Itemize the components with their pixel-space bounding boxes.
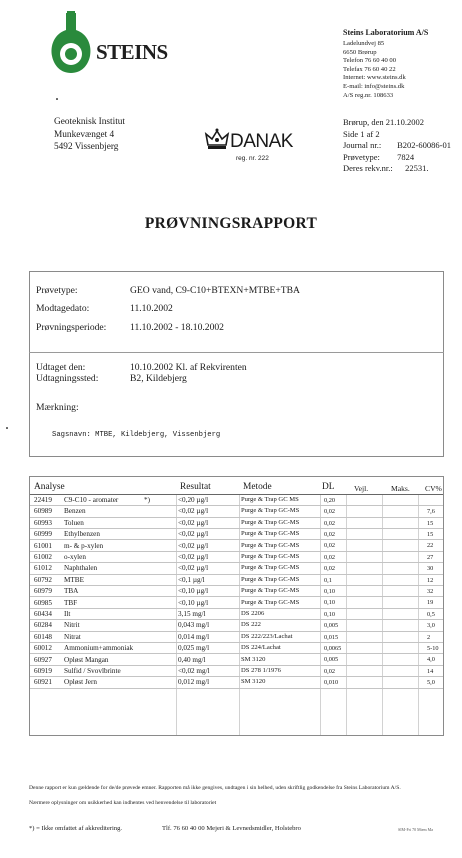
row-result: <0,10 µg/l	[178, 587, 209, 596]
row-analysis-name: Benzen	[64, 507, 86, 516]
row-sample-number: 60979	[34, 587, 52, 596]
col-header-analyse: Analyse	[34, 482, 65, 492]
meta-date: Brørup, den 21.10.2002	[343, 117, 424, 127]
row-cv: 15	[427, 530, 434, 538]
row-method: SM 3120	[241, 678, 266, 686]
info-divider	[29, 352, 444, 353]
row-method: Purge & Trap GC-MS	[241, 598, 300, 606]
modtaget-value: 11.10.2002	[130, 303, 173, 314]
row-detection-limit: 0,005	[324, 622, 339, 630]
row-result: <0,02 µg/l	[178, 530, 209, 539]
row-method: Purge & Trap GC-MS	[241, 575, 300, 583]
row-detection-limit: 0,02	[324, 542, 336, 550]
table-row	[30, 620, 443, 631]
col-header-cv: CV%	[425, 484, 442, 493]
lab-line: Internet: www.steins.dk	[343, 74, 406, 82]
meta-ref	[343, 163, 451, 175]
row-cv: 14	[427, 667, 434, 675]
row-cv: 15	[427, 519, 434, 527]
table-row	[30, 643, 443, 654]
periode-label: Prøvningsperiode:	[36, 322, 107, 333]
lab-line: A/S reg.nr. 108633	[343, 91, 394, 99]
row-result: <0,02 µg/l	[178, 541, 209, 550]
meta-provetype-label: Prøvetype:	[343, 151, 380, 162]
table-row	[30, 552, 443, 563]
row-result: 3,15 mg/l	[178, 610, 206, 618]
col-header-maks: Maks.	[391, 484, 410, 493]
row-method: Purge & Trap GC-MS	[241, 564, 300, 572]
meta-page: Side 1 af 2	[343, 128, 380, 139]
scan-speck	[56, 98, 58, 100]
row-accreditation-mark: *)	[144, 496, 150, 504]
row-method: SM 3120	[241, 655, 266, 663]
row-cv: 0,5	[427, 610, 435, 618]
meta-journal-label: Journal nr.:	[343, 140, 382, 150]
provetype-value: GEO vand, C9-C10+BTEXN+MTBE+TBA	[130, 285, 300, 296]
table-row	[30, 506, 443, 517]
steins-flask-logo-icon	[48, 10, 94, 76]
row-analysis-name: o-xylen	[64, 553, 86, 561]
row-result: <0,02 µg/l	[178, 564, 209, 573]
row-detection-limit: 0,1	[324, 576, 332, 584]
row-result: <0,02 µg/l	[178, 507, 209, 516]
row-result: 0,40 mg/l	[178, 655, 206, 664]
row-cv: 7,6	[427, 508, 435, 516]
row-method: Purge & Trap GC-MS	[241, 530, 300, 538]
row-method: DS 278 1/1976	[241, 667, 281, 674]
row-sample-number: 61012	[34, 564, 52, 573]
logo-wordmark: STEINS	[96, 40, 168, 64]
row-detection-limit: 0,10	[324, 587, 336, 595]
row-method: Purge & Trap GC-MS	[241, 507, 300, 515]
row-analysis-name: m- & p-xylen	[64, 541, 104, 550]
row-result: <0,10 µg/l	[178, 598, 209, 607]
row-method: DS 222/223/Lachat	[241, 632, 293, 640]
row-cv: 32	[427, 587, 434, 595]
table-row	[30, 666, 443, 677]
table-row	[30, 518, 443, 529]
table-row	[30, 529, 443, 540]
row-method: Purge & Trap GC-MS	[241, 553, 300, 560]
maerkning-label: Mærkning:	[36, 402, 79, 413]
row-sample-number: 60921	[34, 678, 52, 687]
table-row	[30, 586, 443, 597]
table-row	[30, 563, 443, 574]
row-analysis-name: Opløst Jern	[64, 678, 97, 687]
row-analysis-name: C9-C10 - aromater	[64, 496, 119, 504]
row-cv: 19	[427, 599, 434, 607]
row-sample-number: 22419	[34, 496, 52, 504]
row-method: Purge & Trap GC-MS	[241, 518, 300, 526]
scan-speck	[6, 427, 8, 429]
row-method: DS 224/Lachat	[241, 644, 281, 652]
sted-value: B2, Kildebjerg	[130, 373, 187, 384]
row-analysis-name: Toluen	[64, 518, 84, 527]
row-analysis-name: TBF	[64, 598, 78, 607]
row-sample-number: 60985	[34, 598, 52, 607]
row-analysis-name: Ethylbenzen	[64, 530, 100, 539]
row-result: <0,02 µg/l	[178, 553, 209, 561]
row-cv: 5,0	[427, 679, 435, 687]
lab-address	[343, 28, 428, 100]
row-cv: 30	[427, 565, 434, 573]
lab-line: 6650 Brørup	[343, 48, 377, 56]
sagsnavn-text: Sagsnavn: MTBE, Kildebjerg, Vissenbjerg	[52, 431, 221, 439]
table-row	[30, 541, 443, 552]
row-result: <0,02 µg/l	[178, 518, 209, 527]
row-analysis-name: Sulfid / Svovlbrinte	[64, 667, 121, 675]
row-cv: 3,0	[427, 622, 435, 630]
row-sample-number: 60148	[34, 632, 52, 641]
row-sample-number: 60012	[34, 644, 52, 653]
footer-disclaimer: Denne rapport er kun gældende for de/de prøvede emner. Rapporten må ikke gengives, undtagen i sin helhed, uden skriftlig godkendelse fra Steins Laboratorium A/S.	[29, 785, 401, 791]
row-sample-number: 61002	[34, 553, 52, 561]
row-detection-limit: 0,02	[324, 530, 336, 538]
row-analysis-name: Ilt	[64, 610, 71, 618]
lab-name: Steins Laboratorium A/S	[343, 28, 429, 37]
meta-ref-value: 22531.	[405, 163, 429, 173]
row-sample-number: 60993	[34, 518, 52, 527]
row-detection-limit: 0,02	[324, 508, 336, 516]
row-sample-number: 60999	[34, 530, 52, 539]
row-detection-limit: 0,0065	[324, 644, 342, 652]
row-sample-number: 61001	[34, 541, 52, 550]
row-detection-limit: 0,02	[324, 565, 336, 573]
table-row	[30, 677, 443, 688]
recipient-line: Munkevænget 4	[54, 129, 115, 140]
row-method: DS 2206	[241, 610, 265, 617]
footer-contact: Tlf. 76 60 40 00 Mejeri & Levnedsmidler, Holstebro	[162, 825, 301, 832]
row-detection-limit: 0,02	[324, 553, 336, 561]
report-meta	[343, 117, 451, 175]
meta-journal	[343, 140, 451, 152]
page-title: PRØVNINGSRAPPORT	[144, 215, 318, 232]
recipient-address	[54, 116, 125, 154]
udtaget-value: 10.10.2002 Kl. af Rekvirenten	[130, 362, 247, 373]
row-sample-number: 60284	[34, 621, 52, 630]
row-cv: 5-10	[427, 644, 439, 652]
row-sample-number: 60989	[34, 507, 52, 516]
provetype-label: Prøvetype:	[36, 285, 78, 296]
row-detection-limit: 0,10	[324, 610, 336, 618]
row-method: DS 222	[241, 621, 261, 629]
row-detection-limit: 0,010	[324, 679, 339, 687]
row-method: Purge & Trap GC-MS	[241, 587, 300, 595]
row-sample-number: 60919	[34, 667, 52, 675]
row-cv: 2	[427, 633, 431, 641]
row-cv: 27	[427, 553, 434, 561]
meta-journal-value: B202-60086-01	[397, 140, 451, 150]
lab-line: Telefax 76 60 40 22	[343, 65, 396, 73]
table-row	[30, 655, 443, 666]
row-sample-number: 60792	[34, 575, 52, 584]
row-result: 0,043 mg/l	[178, 621, 210, 630]
row-analysis-name: Naphthalen	[64, 564, 98, 573]
row-result: <0,20 µg/l	[178, 496, 209, 504]
row-analysis-name: MTBE	[64, 575, 84, 584]
meta-provetype-value: 7824	[397, 151, 415, 162]
table-row	[30, 575, 443, 586]
row-detection-limit: 0,005	[324, 656, 339, 664]
lab-line: E-mail: info@steins.dk	[343, 82, 405, 90]
row-sample-number: 60927	[34, 655, 52, 664]
footer-accreditation-note: *) = Ikke omfattet af akkreditering.	[29, 825, 123, 832]
row-cv: 4,0	[427, 656, 435, 664]
row-cv: 12	[427, 576, 434, 584]
row-analysis-name: Nitrit	[64, 621, 80, 630]
recipient-line: 5492 Vissenbjerg	[54, 142, 119, 152]
footer-form-code: SIM-Fri 70 Mtem Ma	[398, 827, 433, 832]
table-row	[30, 632, 443, 643]
row-detection-limit: 0,02	[324, 519, 336, 527]
row-analysis-name: Nitrat	[64, 632, 81, 641]
row-analysis-name: Ammonium+ammoniak	[64, 644, 134, 653]
row-detection-limit: 0,20	[324, 496, 336, 504]
row-sample-number: 60434	[34, 610, 52, 618]
col-header-dl: DL	[322, 482, 335, 492]
row-method: Purge & Trap GC-MS	[241, 541, 300, 549]
lab-line: Ladelundvej 85	[343, 40, 385, 47]
col-header-metode: Metode	[243, 482, 272, 492]
col-header-resultat: Resultat	[180, 482, 211, 492]
danak-wordmark: DANAK	[230, 131, 293, 152]
recipient-line: Geoteknisk Institut	[54, 117, 126, 127]
meta-ref-label: Deres rekv.nr.:	[343, 163, 393, 173]
row-result: 0,025 mg/l	[178, 644, 210, 653]
row-detection-limit: 0,015	[324, 633, 339, 641]
row-result: 0,014 mg/l	[178, 632, 210, 641]
sted-label: Udtagningssted:	[36, 373, 99, 384]
lab-line: Telefon 76 60 40 00	[343, 57, 397, 65]
footer-uncertainty-note: Nærmere oplysninger om usikkerhed kan indhentes ved henvendelse til laboratoriet	[29, 800, 217, 806]
row-method: Purge & Trap GC MS	[241, 496, 299, 503]
row-detection-limit: 0,10	[324, 599, 336, 607]
udtaget-label: Udtaget den:	[36, 362, 86, 373]
row-result: <0,1 µg/l	[178, 575, 205, 584]
row-result: 0,012 mg/l	[178, 678, 210, 687]
row-detection-limit: 0,02	[324, 667, 336, 675]
row-analysis-name: Opløst Mangan	[64, 655, 109, 664]
meta-provetype	[343, 152, 451, 164]
row-cv: 22	[427, 542, 434, 550]
table-row	[30, 598, 443, 609]
table-row	[30, 609, 443, 620]
row-result: <0,02 mg/l	[178, 667, 210, 675]
periode-value: 11.10.2002 - 18.10.2002	[130, 322, 224, 333]
table-row	[30, 495, 443, 506]
col-header-vejl: Vejl.	[354, 484, 369, 493]
danak-reg-number: reg. nr. 222	[236, 155, 269, 162]
modtaget-label: Modtagedato:	[36, 303, 90, 314]
row-analysis-name: TBA	[64, 587, 79, 596]
danak-crown-icon	[204, 127, 230, 153]
